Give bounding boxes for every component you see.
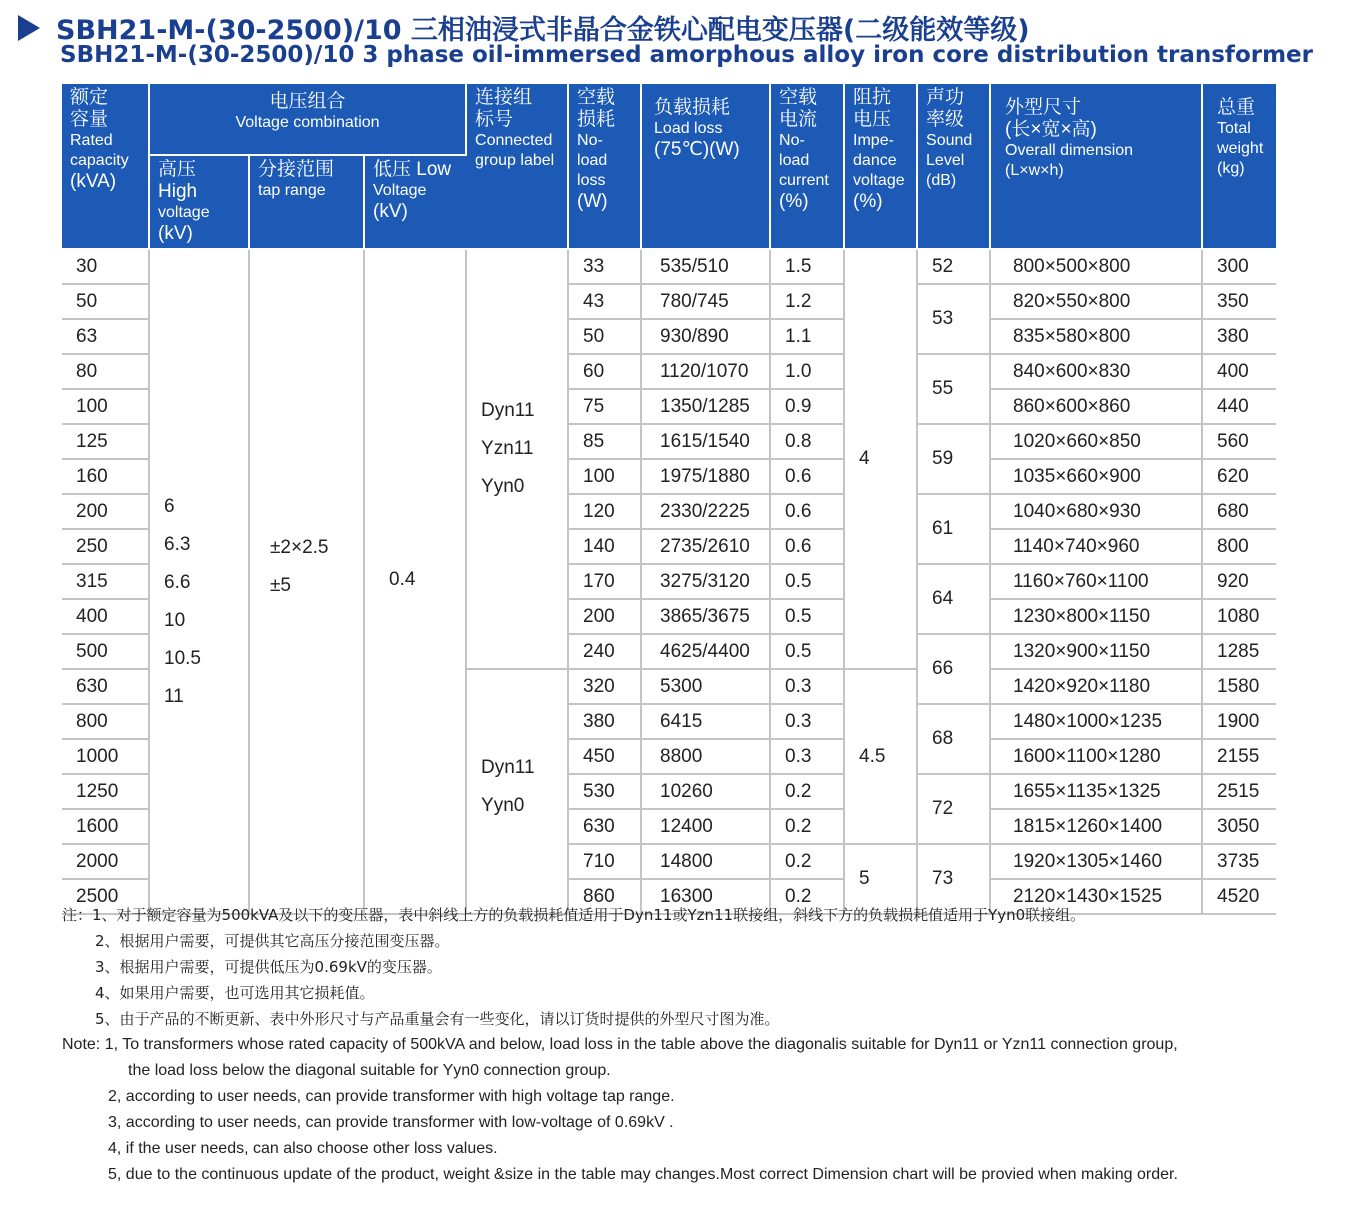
cell-load-loss: 535/510 <box>641 249 770 284</box>
cell-noload-loss: 75 <box>568 389 641 424</box>
cell-load-loss: 1975/1880 <box>641 459 770 494</box>
cell-load-loss: 3275/3120 <box>641 564 770 599</box>
note-en-line: 5, due to the continuous update of the product, weight &size in the table may changes.Most correct Dimension chart will be provied when making order. <box>108 1166 1178 1183</box>
header-low-voltage: 低压 Low Voltage (kV) <box>364 155 466 249</box>
high-voltage-value: 11 <box>164 685 184 707</box>
cell-total-weight: 300 <box>1202 249 1276 284</box>
note-en-line: 4, if the user needs, can also choose other loss values. <box>108 1140 498 1157</box>
cell-total-weight: 3735 <box>1202 844 1276 879</box>
cell-noload-current: 0.2 <box>770 809 844 844</box>
cell-overall-dimension: 840×600×830 <box>990 354 1202 389</box>
cell-noload-loss: 140 <box>568 529 641 564</box>
cell-load-loss: 1120/1070 <box>641 354 770 389</box>
cell-rated-capacity: 80 <box>62 354 149 389</box>
cell-noload-current: 0.2 <box>770 844 844 879</box>
cell-noload-loss: 380 <box>568 704 641 739</box>
title-chinese: SBH21-M-(30-2500)/10 三相油浸式非晶合金铁心配电变压器(二级能效等级) <box>56 15 1030 46</box>
cell-load-loss: 2330/2225 <box>641 494 770 529</box>
cell-overall-dimension: 1140×740×960 <box>990 529 1202 564</box>
cell-overall-dimension: 1815×1260×1400 <box>990 809 1202 844</box>
cell-noload-current: 0.3 <box>770 739 844 774</box>
high-voltage-value: 10.5 <box>164 647 201 669</box>
header-noload-loss: 空载 损耗 No-load loss (W) <box>568 84 641 249</box>
cell-sound-level: 59 <box>917 424 990 494</box>
triangle-arrow-icon <box>18 15 40 41</box>
cell-rated-capacity: 630 <box>62 669 149 704</box>
cell-sound-level: 61 <box>917 494 990 564</box>
cell-noload-loss: 85 <box>568 424 641 459</box>
cell-rated-capacity: 2000 <box>62 844 149 879</box>
cell-rated-capacity: 250 <box>62 529 149 564</box>
cell-high-voltage <box>149 249 249 914</box>
cell-load-loss: 3865/3675 <box>641 599 770 634</box>
cell-noload-current: 0.6 <box>770 494 844 529</box>
cell-noload-loss: 60 <box>568 354 641 389</box>
header-total-weight: 总重 Total weight (kg) <box>1202 84 1276 249</box>
cell-sound-level: 73 <box>917 844 990 914</box>
note-en-line: 2, according to user needs, can provide transformer with high voltage tap range. <box>108 1088 675 1105</box>
cell-overall-dimension: 820×550×800 <box>990 284 1202 319</box>
cell-noload-current: 0.6 <box>770 529 844 564</box>
cell-load-loss: 2735/2610 <box>641 529 770 564</box>
cell-noload-loss: 200 <box>568 599 641 634</box>
cell-load-loss: 1615/1540 <box>641 424 770 459</box>
spec-table-body <box>62 249 1276 914</box>
header-rated-capacity: 额定 容量 Rated capacity (kVA) <box>62 84 149 249</box>
note-cn-line: 5、由于产品的不断更新、表中外形尺寸与产品重量会有一些变化，请以订货时提供的外型尺寸图为准。 <box>95 1010 780 1028</box>
cell-impedance-voltage: 5 <box>844 844 917 914</box>
cell-total-weight: 1900 <box>1202 704 1276 739</box>
cell-overall-dimension: 1040×680×930 <box>990 494 1202 529</box>
high-voltage-value: 6 <box>164 495 175 517</box>
cell-load-loss: 16300 <box>641 879 770 914</box>
note-en-line: the load loss below the diagonal suitable for Yyn0 connection group. <box>128 1062 611 1079</box>
cell-rated-capacity: 2500 <box>62 879 149 914</box>
tap-range-value: ±5 <box>270 574 291 596</box>
cell-sound-level: 72 <box>917 774 990 844</box>
cell-noload-loss: 860 <box>568 879 641 914</box>
cell-noload-current: 0.2 <box>770 879 844 914</box>
cell-total-weight: 2155 <box>1202 739 1276 774</box>
cell-rated-capacity: 125 <box>62 424 149 459</box>
cell-noload-loss: 50 <box>568 319 641 354</box>
connected-group-value: Yyn0 <box>481 476 525 497</box>
cell-noload-loss: 710 <box>568 844 641 879</box>
cell-total-weight: 400 <box>1202 354 1276 389</box>
cell-load-loss: 14800 <box>641 844 770 879</box>
cell-noload-current: 0.5 <box>770 564 844 599</box>
cell-noload-current: 0.8 <box>770 424 844 459</box>
connected-group-value: Dyn11 <box>481 400 535 421</box>
cell-rated-capacity: 1600 <box>62 809 149 844</box>
cell-noload-loss: 240 <box>568 634 641 669</box>
cell-noload-current: 0.9 <box>770 389 844 424</box>
cell-rated-capacity: 500 <box>62 634 149 669</box>
cell-sound-level: 53 <box>917 284 990 354</box>
cell-impedance-voltage: 4 <box>844 249 917 669</box>
header-load-loss: 负载损耗 Load loss (75℃)(W) <box>641 84 770 249</box>
cell-overall-dimension: 1035×660×900 <box>990 459 1202 494</box>
cell-low-voltage: 0.4 <box>364 249 466 914</box>
cell-sound-level: 64 <box>917 564 990 634</box>
cell-noload-loss: 100 <box>568 459 641 494</box>
cell-rated-capacity: 100 <box>62 389 149 424</box>
notes <box>62 902 1342 1188</box>
connected-group-value: Dyn11 <box>481 756 535 778</box>
header-connected-group: 连接组 标号 Connected group label <box>466 84 568 249</box>
cell-total-weight: 1080 <box>1202 599 1276 634</box>
cell-overall-dimension: 1655×1135×1325 <box>990 774 1202 809</box>
header-impedance-voltage: 阻抗 电压 Impe- dance voltage (%) <box>844 84 917 249</box>
cell-total-weight: 350 <box>1202 284 1276 319</box>
high-voltage-value: 6.3 <box>164 533 191 555</box>
high-voltage-value: 6.6 <box>164 571 191 593</box>
cell-noload-loss: 320 <box>568 669 641 704</box>
cell-rated-capacity: 30 <box>62 249 149 284</box>
high-voltage-value: 10 <box>164 609 186 631</box>
cell-noload-current: 0.5 <box>770 599 844 634</box>
cell-overall-dimension: 1420×920×1180 <box>990 669 1202 704</box>
note-en-line: 3, according to user needs, can provide transformer with low-voltage of 0.69kV . <box>108 1114 674 1131</box>
cell-overall-dimension: 1230×800×1150 <box>990 599 1202 634</box>
cell-load-loss: 5300 <box>641 669 770 704</box>
cell-load-loss: 4625/4400 <box>641 634 770 669</box>
header-voltage-combination: 电压组合 Voltage combination <box>149 84 466 155</box>
cell-noload-current: 1.5 <box>770 249 844 284</box>
cell-sound-level: 55 <box>917 354 990 424</box>
cell-total-weight: 1580 <box>1202 669 1276 704</box>
cell-load-loss: 1350/1285 <box>641 389 770 424</box>
header-row-1 <box>62 84 1276 155</box>
cell-sound-level: 52 <box>917 249 990 284</box>
cell-total-weight: 920 <box>1202 564 1276 599</box>
cell-sound-level: 68 <box>917 704 990 774</box>
cell-noload-current: 1.1 <box>770 319 844 354</box>
cell-noload-loss: 530 <box>568 774 641 809</box>
cell-noload-loss: 120 <box>568 494 641 529</box>
cell-rated-capacity: 160 <box>62 459 149 494</box>
cell-overall-dimension: 1920×1305×1460 <box>990 844 1202 879</box>
cell-load-loss: 6415 <box>641 704 770 739</box>
cell-overall-dimension: 1600×1100×1280 <box>990 739 1202 774</box>
cell-load-loss: 780/745 <box>641 284 770 319</box>
note-cn-line: 4、如果用户需要，也可选用其它损耗值。 <box>95 984 375 1002</box>
header-tap-range: 分接范围 tap range <box>249 155 364 249</box>
cell-connected-group <box>466 249 568 669</box>
cell-connected-group <box>466 669 568 914</box>
cell-overall-dimension: 1480×1000×1235 <box>990 704 1202 739</box>
note-en-line: Note: 1, To transformers whose rated capacity of 500kVA and below, load loss in the table above the diagonalis suitable for Dyn11 or Yzn11 connection group, <box>62 1036 1178 1053</box>
cell-overall-dimension: 835×580×800 <box>990 319 1202 354</box>
cell-rated-capacity: 400 <box>62 599 149 634</box>
note-cn-line: 3、根据用户需要，可提供低压为0.69kV的变压器。 <box>95 958 442 976</box>
header-overall-dimension: 外型尺寸 (长×宽×高) Overall dimension (L×w×h) <box>990 84 1202 249</box>
cell-tap-range <box>249 249 364 914</box>
cell-total-weight: 560 <box>1202 424 1276 459</box>
note-cn-line: 2、根据用户需要，可提供其它高压分接范围变压器。 <box>95 932 450 950</box>
cell-load-loss: 8800 <box>641 739 770 774</box>
cell-total-weight: 680 <box>1202 494 1276 529</box>
cell-noload-current: 0.6 <box>770 459 844 494</box>
cell-noload-current: 0.2 <box>770 774 844 809</box>
header-noload-current: 空载 电流 No-load current (%) <box>770 84 844 249</box>
cell-overall-dimension: 1320×900×1150 <box>990 634 1202 669</box>
cell-sound-level: 66 <box>917 634 990 704</box>
header-sound-level: 声功 率级 Sound Level (dB) <box>917 84 990 249</box>
note-cn-line: 注：1、对于额定容量为500kVA及以下的变压器，表中斜线上方的负载损耗值适用于Dyn11或Yzn11联接组，斜线下方的负载损耗值适用于Yyn0联接组。 <box>62 906 1086 924</box>
cell-noload-current: 1.0 <box>770 354 844 389</box>
title-english: SBH21-M-(30-2500)/10 3 phase oil-immersed amorphous alloy iron core distribution transformer <box>60 42 1313 68</box>
cell-total-weight: 4520 <box>1202 879 1276 914</box>
cell-noload-loss: 33 <box>568 249 641 284</box>
tap-range-value: ±2×2.5 <box>270 536 329 558</box>
cell-noload-loss: 43 <box>568 284 641 319</box>
cell-noload-current: 0.3 <box>770 669 844 704</box>
cell-rated-capacity: 1250 <box>62 774 149 809</box>
connected-group-value: Yyn0 <box>481 794 525 816</box>
cell-noload-current: 1.2 <box>770 284 844 319</box>
spec-table <box>62 84 1276 915</box>
cell-noload-loss: 630 <box>568 809 641 844</box>
cell-rated-capacity: 1000 <box>62 739 149 774</box>
cell-total-weight: 1285 <box>1202 634 1276 669</box>
cell-total-weight: 620 <box>1202 459 1276 494</box>
cell-load-loss: 12400 <box>641 809 770 844</box>
cell-rated-capacity: 800 <box>62 704 149 739</box>
cell-load-loss: 930/890 <box>641 319 770 354</box>
cell-rated-capacity: 200 <box>62 494 149 529</box>
cell-rated-capacity: 63 <box>62 319 149 354</box>
cell-total-weight: 380 <box>1202 319 1276 354</box>
cell-noload-current: 0.3 <box>770 704 844 739</box>
cell-impedance-voltage: 4.5 <box>844 669 917 844</box>
cell-rated-capacity: 315 <box>62 564 149 599</box>
cell-rated-capacity: 50 <box>62 284 149 319</box>
table-row <box>62 249 1276 284</box>
cell-total-weight: 800 <box>1202 529 1276 564</box>
cell-noload-current: 0.5 <box>770 634 844 669</box>
cell-overall-dimension: 860×600×860 <box>990 389 1202 424</box>
cell-overall-dimension: 1160×760×1100 <box>990 564 1202 599</box>
cell-overall-dimension: 1020×660×850 <box>990 424 1202 459</box>
cell-noload-loss: 450 <box>568 739 641 774</box>
connected-group-value: Yzn11 <box>481 438 534 459</box>
cell-total-weight: 440 <box>1202 389 1276 424</box>
header-high-voltage: 高压 High voltage (kV) <box>149 155 249 249</box>
cell-total-weight: 2515 <box>1202 774 1276 809</box>
cell-load-loss: 10260 <box>641 774 770 809</box>
cell-overall-dimension: 2120×1430×1525 <box>990 879 1202 914</box>
cell-total-weight: 3050 <box>1202 809 1276 844</box>
cell-noload-loss: 170 <box>568 564 641 599</box>
cell-overall-dimension: 800×500×800 <box>990 249 1202 284</box>
